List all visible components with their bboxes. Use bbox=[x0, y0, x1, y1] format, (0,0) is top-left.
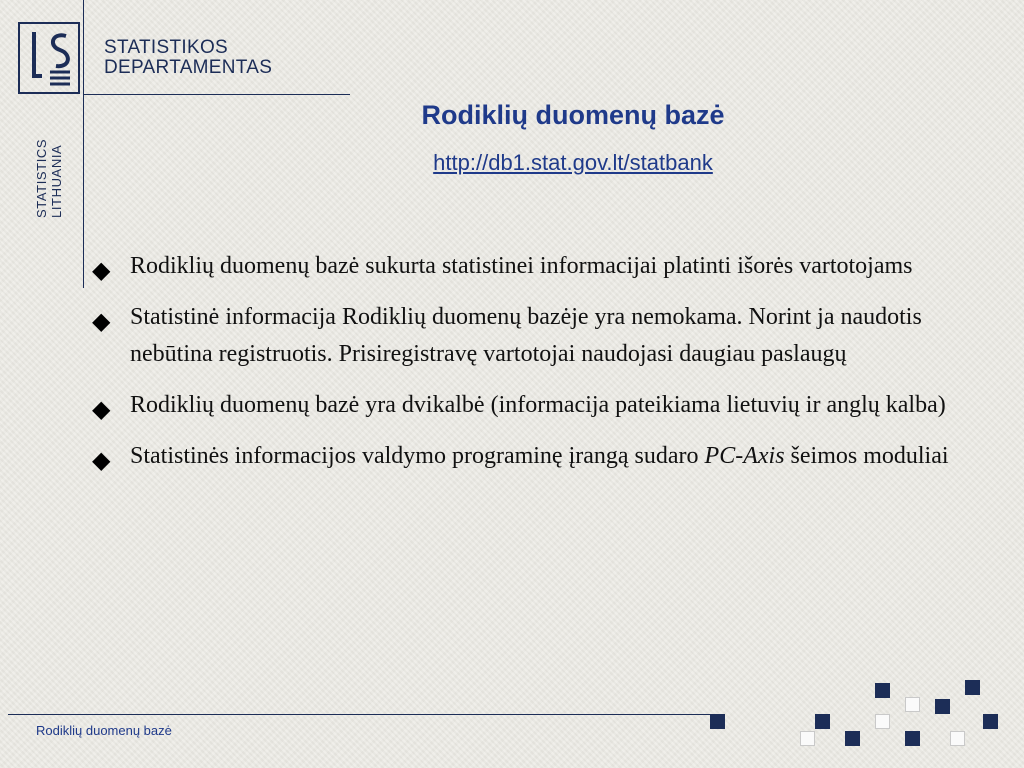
list-item-text-italic: PC-Axis bbox=[704, 443, 785, 469]
list-item-text: Rodiklių duomenų bazė yra dvikalbė (informacija pateikiama lietuvių ir anglų kalba) bbox=[130, 392, 946, 418]
title-area bbox=[300, 98, 846, 176]
organization-name-line2: DEPARTAMENTAS bbox=[104, 57, 273, 78]
list-item-text: Statistinė informacija Rodiklių duomenų bazėje yra nemokama. Norint ja naudotis nebūtina registruotis. Prisiregistravę vartotojai naudojasi daugiau paslaugų bbox=[130, 304, 922, 367]
list-item bbox=[90, 387, 950, 424]
square-icon bbox=[875, 683, 890, 698]
organization-name-line1: STATISTIKOS bbox=[104, 37, 228, 58]
organization-name bbox=[104, 38, 272, 78]
list-item bbox=[90, 248, 950, 285]
square-icon bbox=[875, 714, 890, 729]
diamond-bullet-icon: ◆ bbox=[92, 397, 111, 423]
square-icon bbox=[965, 680, 980, 695]
vertical-organization-label bbox=[34, 118, 70, 218]
list-item bbox=[90, 299, 950, 373]
page-title: Rodiklių duomenų bazė bbox=[421, 100, 725, 130]
square-icon bbox=[950, 731, 965, 746]
diamond-bullet-icon: ◆ bbox=[92, 448, 111, 474]
square-icon bbox=[845, 731, 860, 746]
vertical-label-line2: LITHUANIA bbox=[49, 144, 64, 218]
side-divider bbox=[83, 0, 84, 288]
list-item-text: Rodiklių duomenų bazė sukurta statistinei informacijai platinti išorės vartotojams bbox=[130, 253, 913, 279]
list-item-text-after: šeimos moduliai bbox=[784, 443, 949, 469]
header-divider bbox=[84, 94, 350, 95]
bullet-list bbox=[90, 248, 950, 489]
statbank-link[interactable]: http://db1.stat.gov.lt/statbank bbox=[433, 150, 713, 175]
square-icon bbox=[800, 731, 815, 746]
footer-label: Rodiklių duomenų bazė bbox=[36, 723, 172, 738]
vertical-label-line1: STATISTICS bbox=[34, 138, 49, 218]
diamond-bullet-icon: ◆ bbox=[92, 309, 111, 335]
list-item-text-before: Statistinės informacijos valdymo programinę įrangą sudaro bbox=[130, 443, 705, 469]
square-icon bbox=[815, 714, 830, 729]
square-icon bbox=[905, 731, 920, 746]
diamond-bullet-icon: ◆ bbox=[92, 258, 111, 284]
footer-divider bbox=[8, 714, 712, 715]
square-icon bbox=[935, 699, 950, 714]
logo bbox=[18, 22, 80, 94]
list-item bbox=[90, 438, 950, 475]
square-icon bbox=[905, 697, 920, 712]
square-icon bbox=[710, 714, 725, 729]
square-icon bbox=[983, 714, 998, 729]
ls-logo-icon bbox=[20, 24, 78, 92]
